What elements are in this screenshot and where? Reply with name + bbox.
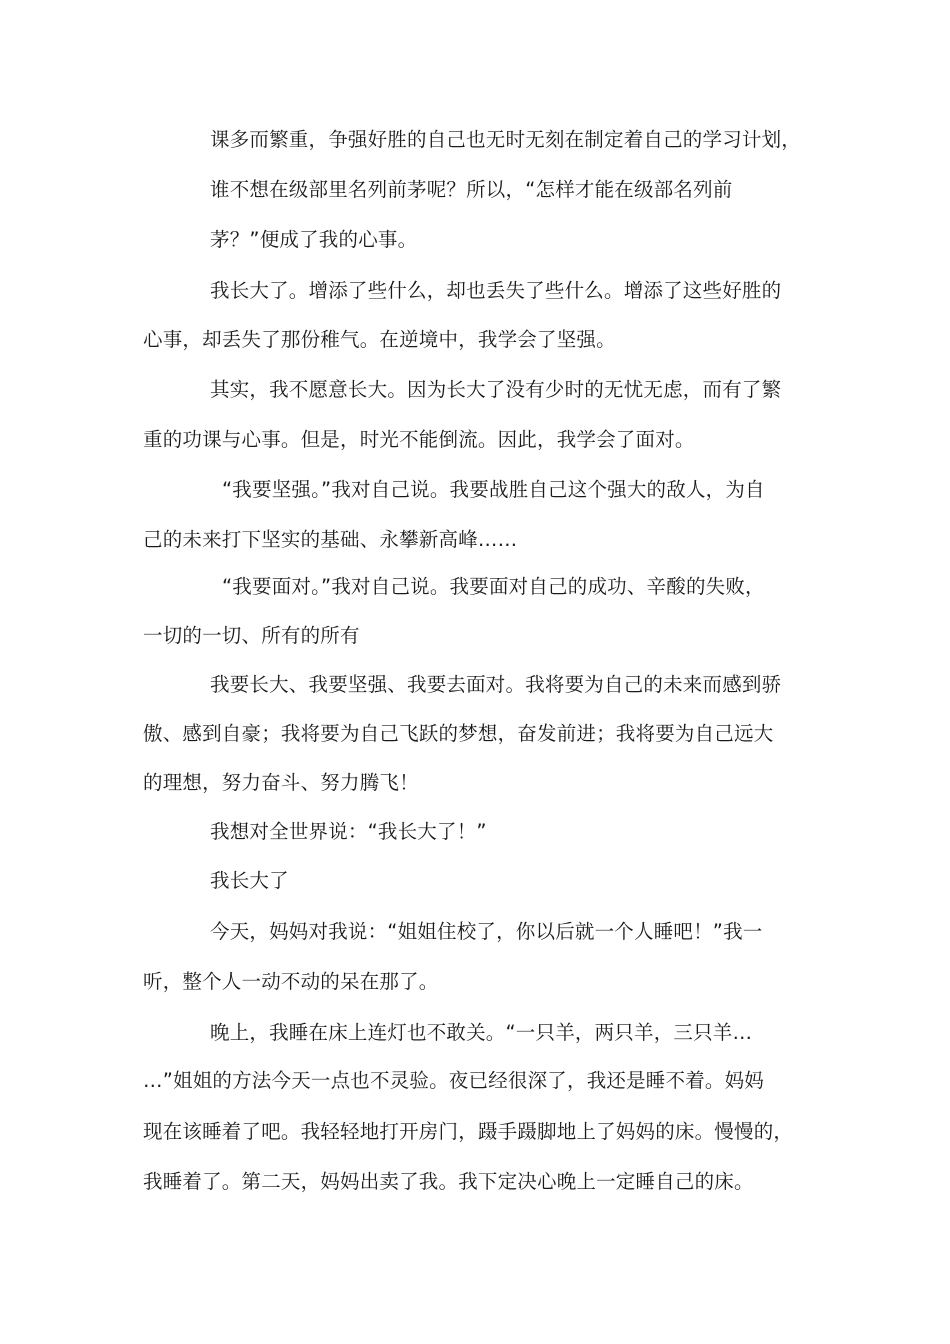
text-line: 一切的一切、所有的所有 [143,624,360,647]
text-line: …”姐姐的方法今天一点也不灵验。夜已经很深了，我还是睡不着。妈妈 [143,1069,765,1092]
text-line: 茅？”便成了我的心事。 [210,228,418,251]
text-line: 心事，却丢失了那份稚气。在逆境中，我学会了坚强。 [143,328,616,351]
text-line: 听，整个人一动不动的呆在那了。 [143,970,439,993]
text-line: 我想对全世界说：“我长大了！” [210,820,487,843]
text-line: 重的功课与心事。但是，时光不能倒流。因此，我学会了面对。 [143,428,695,451]
text-line: 我要长大、我要坚强、我要去面对。我将要为自己的未来而感到骄 [210,673,782,696]
text-line: 己的未来打下坚实的基础、永攀新高峰…… [143,528,518,551]
text-line: 今天，妈妈对我说：“姐姐住校了，你以后就一个人睡吧！”我一 [210,920,763,943]
text-line: 课多而繁重，争强好胜的自己也无时无刻在制定着自己的学习计划， [210,128,802,151]
text-line: 谁不想在级部里名列前茅呢？所以，“怎样才能在级部名列前 [210,178,733,201]
text-line: 我睡着了。第二天，妈妈出卖了我。我下定决心晚上一定睡自己的床。 [143,1170,754,1193]
text-line: 的理想，努力奋斗、努力腾飞！ [143,771,419,794]
text-line: 晚上，我睡在床上连灯也不敢关。“一只羊，两只羊，三只羊… [210,1021,753,1044]
text-line: 其实，我不愿意长大。因为长大了没有少时的无忧无虑，而有了繁 [210,378,782,401]
text-line: 傲、感到自豪；我将要为自己飞跃的梦想，奋发前进；我将要为自己远大 [143,722,774,745]
text-line: “我要坚强。”我对自己说。我要战胜自己这个强大的敌人，为自 [222,478,765,501]
text-line: “我要面对。”我对自己说。我要面对自己的成功、辛酸的失败， [222,575,765,598]
text-line: 现在该睡着了吧。我轻轻地打开房门，蹑手蹑脚地上了妈妈的床。慢慢的， [143,1120,794,1143]
text-line: 我长大了 [210,869,289,892]
text-line: 我长大了。增添了些什么，却也丢失了些什么。增添了这些好胜的 [210,279,782,302]
